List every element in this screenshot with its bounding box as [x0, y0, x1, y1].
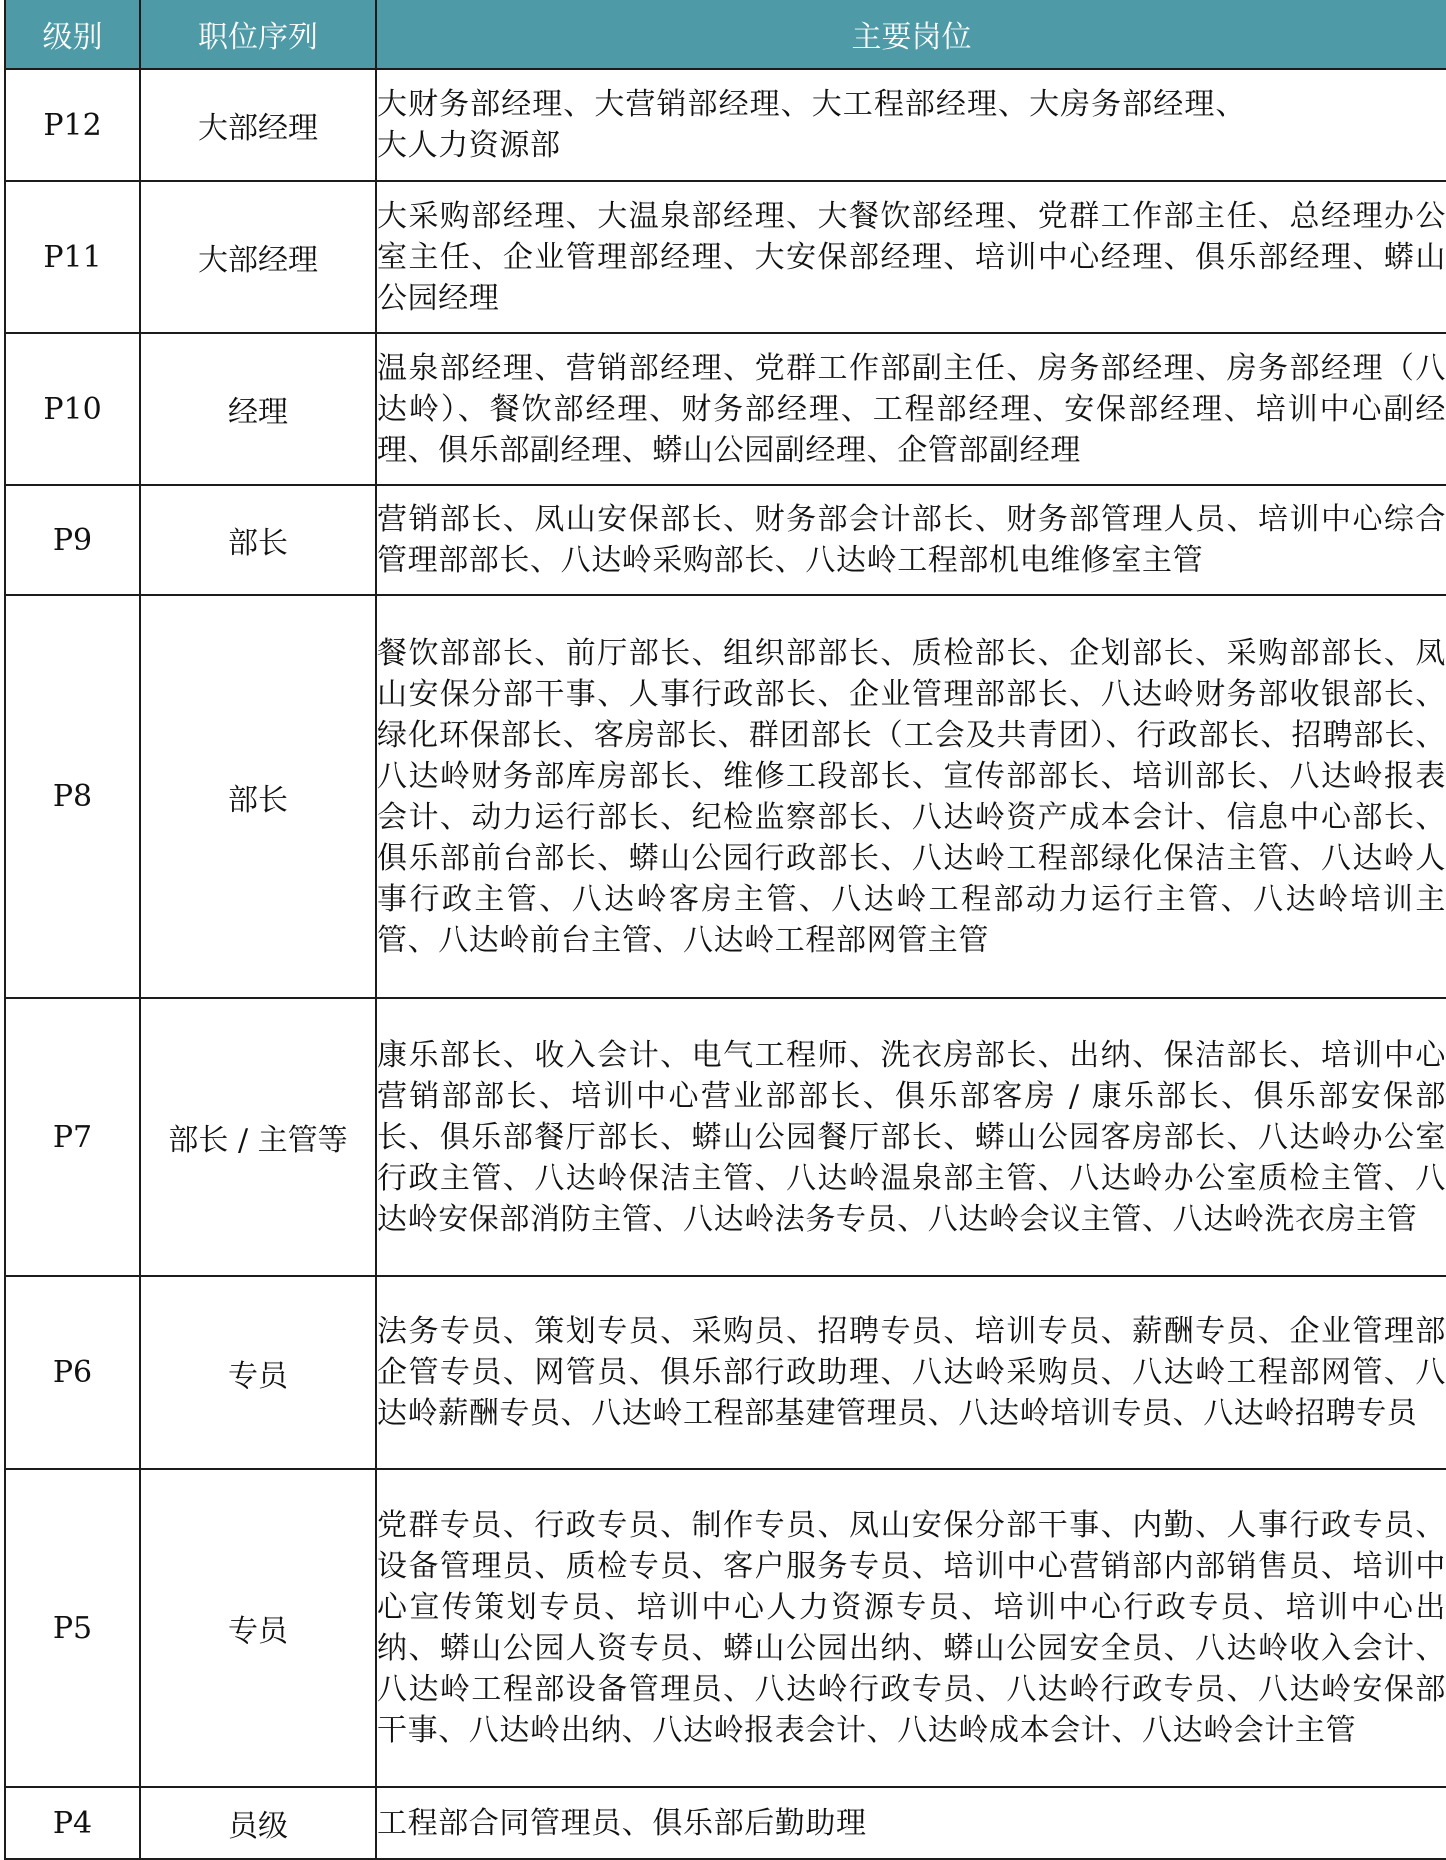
level-cell: P9 [5, 485, 140, 595]
positions-cell: 大采购部经理、大温泉部经理、大餐饮部经理、党群工作部主任、总经理办公室主任、企业管理部经理、大安保部经理、培训中心经理、俱乐部经理、蟒山公园经理 [376, 181, 1446, 333]
level-cell: P5 [5, 1469, 140, 1787]
positions-cell: 党群专员、行政专员、制作专员、凤山安保分部干事、内勤、人事行政专员、设备管理员、质检专员、客户服务专员、培训中心营销部内部销售员、培训中心宣传策划专员、培训中心人力资源专员、培训中心行政专员、培训中心出纳、蟒山公园人资专员、蟒山公园出纳、蟒山公园安全员、八达岭收入会计、八达岭工程部设备管理员、八达岭行政专员、八达岭行政专员、八达岭安保部干事、八达岭出纳、八达岭报表会计、八达岭成本会计、八达岭会计主管 [376, 1469, 1446, 1787]
table-row [5, 1787, 1446, 1859]
header-sequence: 职位序列 [140, 0, 376, 69]
table-header [5, 0, 1446, 69]
positions-cell: 康乐部长、收入会计、电气工程师、洗衣房部长、出纳、保洁部长、培训中心营销部部长、培训中心营业部部长、俱乐部客房 / 康乐部长、俱乐部安保部长、俱乐部餐厅部长、蟒山公园餐厅部长、蟒山公园客房部长、八达岭办公室行政主管、八达岭保洁主管、八达岭温泉部主管、八达岭办公室质检主管、八达岭安保部消防主管、八达岭法务专员、八达岭会议主管、八达岭洗衣房主管 [376, 998, 1446, 1276]
positions-cell: 温泉部经理、营销部经理、党群工作部副主任、房务部经理、房务部经理（八达岭）、餐饮部经理、财务部经理、工程部经理、安保部经理、培训中心副经理、俱乐部副经理、蟒山公园副经理、企管部副经理 [376, 333, 1446, 485]
table-row [5, 595, 1446, 998]
table-body [5, 69, 1446, 1859]
sequence-cell: 部长 [140, 595, 376, 998]
positions-cell: 工程部合同管理员、俱乐部后勤助理 [376, 1787, 1446, 1859]
level-cell: P6 [5, 1276, 140, 1469]
table-row [5, 1276, 1446, 1469]
table-row [5, 181, 1446, 333]
positions-cell: 营销部长、凤山安保部长、财务部会计部长、财务部管理人员、培训中心综合管理部部长、八达岭采购部长、八达岭工程部机电维修室主管 [376, 485, 1446, 595]
sequence-cell: 大部经理 [140, 181, 376, 333]
positions-cell: 餐饮部部长、前厅部长、组织部部长、质检部长、企划部长、采购部部长、凤山安保分部干事、人事行政部长、企业管理部部长、八达岭财务部收银部长、绿化环保部长、客房部长、群团部长（工会及共青团）、行政部长、招聘部长、八达岭财务部库房部长、维修工段部长、宣传部部长、培训部长、八达岭报表会计、动力运行部长、纪检监察部长、八达岭资产成本会计、信息中心部长、俱乐部前台部长、蟒山公园行政部长、八达岭工程部绿化保洁主管、八达岭人事行政主管、八达岭客房主管、八达岭工程部动力运行主管、八达岭培训主管、八达岭前台主管、八达岭工程部网管主管 [376, 595, 1446, 998]
table-row [5, 69, 1446, 181]
header-positions: 主要岗位 [376, 0, 1446, 69]
level-cell: P7 [5, 998, 140, 1276]
table-row [5, 333, 1446, 485]
positions-cell: 法务专员、策划专员、采购员、招聘专员、培训专员、薪酬专员、企业管理部企管专员、网管员、俱乐部行政助理、八达岭采购员、八达岭工程部网管、八达岭薪酬专员、八达岭工程部基建管理员、八达岭培训专员、八达岭招聘专员 [376, 1276, 1446, 1469]
job-grade-table [4, 0, 1446, 1860]
table-row [5, 1469, 1446, 1787]
level-cell: P12 [5, 69, 140, 181]
sequence-cell: 专员 [140, 1276, 376, 1469]
sequence-cell: 员级 [140, 1787, 376, 1859]
sequence-cell: 部长 / 主管等 [140, 998, 376, 1276]
header-level: 级别 [5, 0, 140, 69]
table-row [5, 998, 1446, 1276]
sequence-cell: 经理 [140, 333, 376, 485]
level-cell: P4 [5, 1787, 140, 1859]
level-cell: P11 [5, 181, 140, 333]
level-cell: P8 [5, 595, 140, 998]
sequence-cell: 专员 [140, 1469, 376, 1787]
level-cell: P10 [5, 333, 140, 485]
sequence-cell: 部长 [140, 485, 376, 595]
sequence-cell: 大部经理 [140, 69, 376, 181]
header-row [5, 0, 1446, 69]
positions-cell: 大财务部经理、大营销部经理、大工程部经理、大房务部经理、大人力资源部 [376, 69, 1446, 181]
table-row [5, 485, 1446, 595]
